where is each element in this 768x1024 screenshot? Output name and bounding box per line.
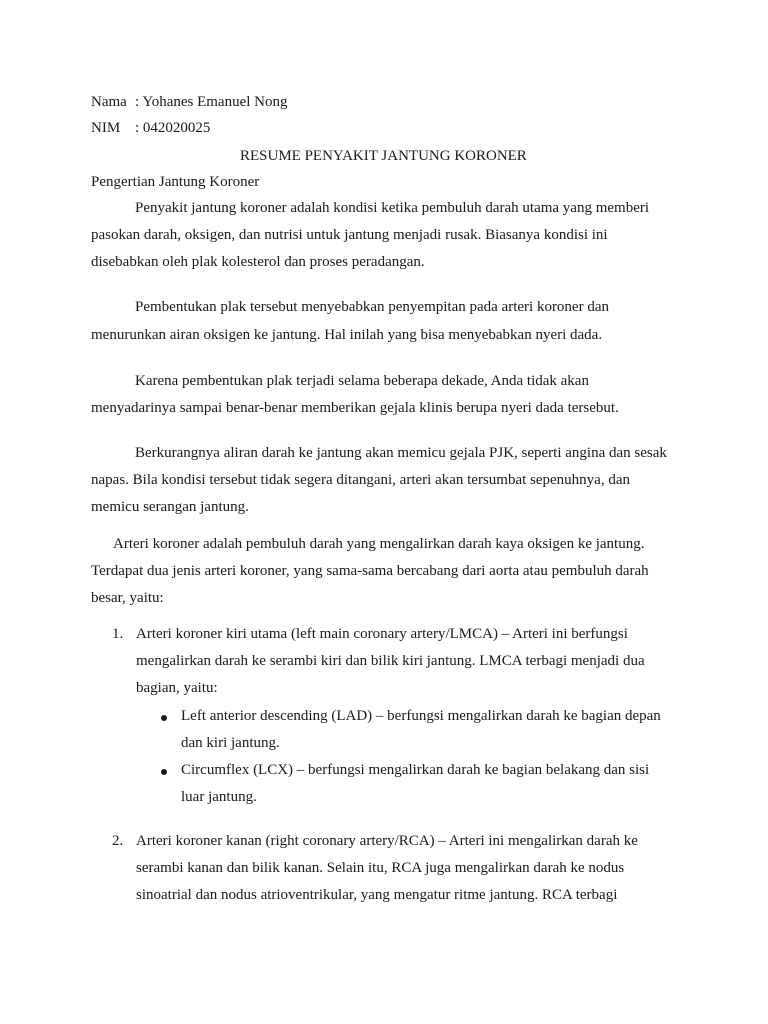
nim-value: : 042020025	[135, 120, 211, 136]
page-title: RESUME PENYAKIT JANTUNG KORONER	[240, 148, 527, 164]
bullet-item-line: dan kiri jantung.	[181, 735, 280, 751]
section-heading: Pengertian Jantung Koroner	[91, 174, 260, 190]
paragraph-line: besar, yaitu:	[91, 590, 164, 606]
paragraph-line: Terdapat dua jenis arteri koroner, yang sama-sama bercabang dari aorta atau pembuluh darah	[91, 563, 649, 579]
list-item-line: Arteri koroner kiri utama (left main coronary artery/LMCA) – Arteri ini berfungsi	[136, 626, 628, 642]
paragraph-line: napas. Bila kondisi tersebut tidak segera ditangani, arteri akan tersumbat sepenuhnya, dan	[91, 472, 630, 488]
paragraph-line: Karena pembentukan plak terjadi selama beberapa dekade, Anda tidak akan	[135, 373, 589, 389]
list-item-line: Arteri koroner kanan (right coronary artery/RCA) – Arteri ini mengalirkan darah ke	[136, 833, 638, 849]
nim-label: NIM	[91, 120, 121, 136]
paragraph-line: Arteri koroner adalah pembuluh darah yang mengalirkan darah kaya oksigen ke jantung.	[113, 536, 645, 552]
bullet-icon	[161, 769, 167, 775]
list-item-line: bagian, yaitu:	[136, 680, 218, 696]
paragraph-line: menyadarinya sampai benar-benar memberikan gejala klinis berupa nyeri dada tersebut.	[91, 400, 619, 416]
list-item-line: serambi kanan dan bilik kanan. Selain itu, RCA juga mengalirkan darah ke nodus	[136, 860, 625, 876]
paragraph-line: memicu serangan jantung.	[91, 499, 249, 515]
nama-value: : Yohanes Emanuel Nong	[135, 94, 288, 110]
bullet-icon	[161, 715, 167, 721]
list-item-line: mengalirkan darah ke serambi kiri dan bilik kiri jantung. LMCA terbagi menjadi dua	[136, 653, 645, 669]
bullet-item-line: luar jantung.	[181, 789, 257, 805]
paragraph-line: Berkurangnya aliran darah ke jantung akan memicu gejala PJK, seperti angina dan sesak	[135, 445, 667, 461]
list-marker: 2.	[112, 833, 124, 849]
list-item-line: sinoatrial dan nodus atrioventrikular, yang mengatur ritme jantung. RCA terbagi	[136, 887, 618, 903]
paragraph-line: menurunkan airan oksigen ke jantung. Hal inilah yang bisa menyebabkan nyeri dada.	[91, 327, 603, 343]
list-marker: 1.	[112, 626, 124, 642]
paragraph-line: Pembentukan plak tersebut menyebabkan penyempitan pada arteri koroner dan	[135, 299, 609, 315]
bullet-item-line: Left anterior descending (LAD) – berfungsi mengalirkan darah ke bagian depan	[181, 708, 661, 724]
nama-label: Nama	[91, 94, 127, 110]
paragraph-line: disebabkan oleh plak kolesterol dan proses peradangan.	[91, 254, 425, 270]
bullet-item-line: Circumflex (LCX) – berfungsi mengalirkan darah ke bagian belakang dan sisi	[181, 762, 650, 778]
paragraph-line: Penyakit jantung koroner adalah kondisi ketika pembuluh darah utama yang memberi	[135, 200, 650, 216]
paragraph-line: pasokan darah, oksigen, dan nutrisi untuk jantung menjadi rusak. Biasanya kondisi ini	[91, 227, 608, 243]
